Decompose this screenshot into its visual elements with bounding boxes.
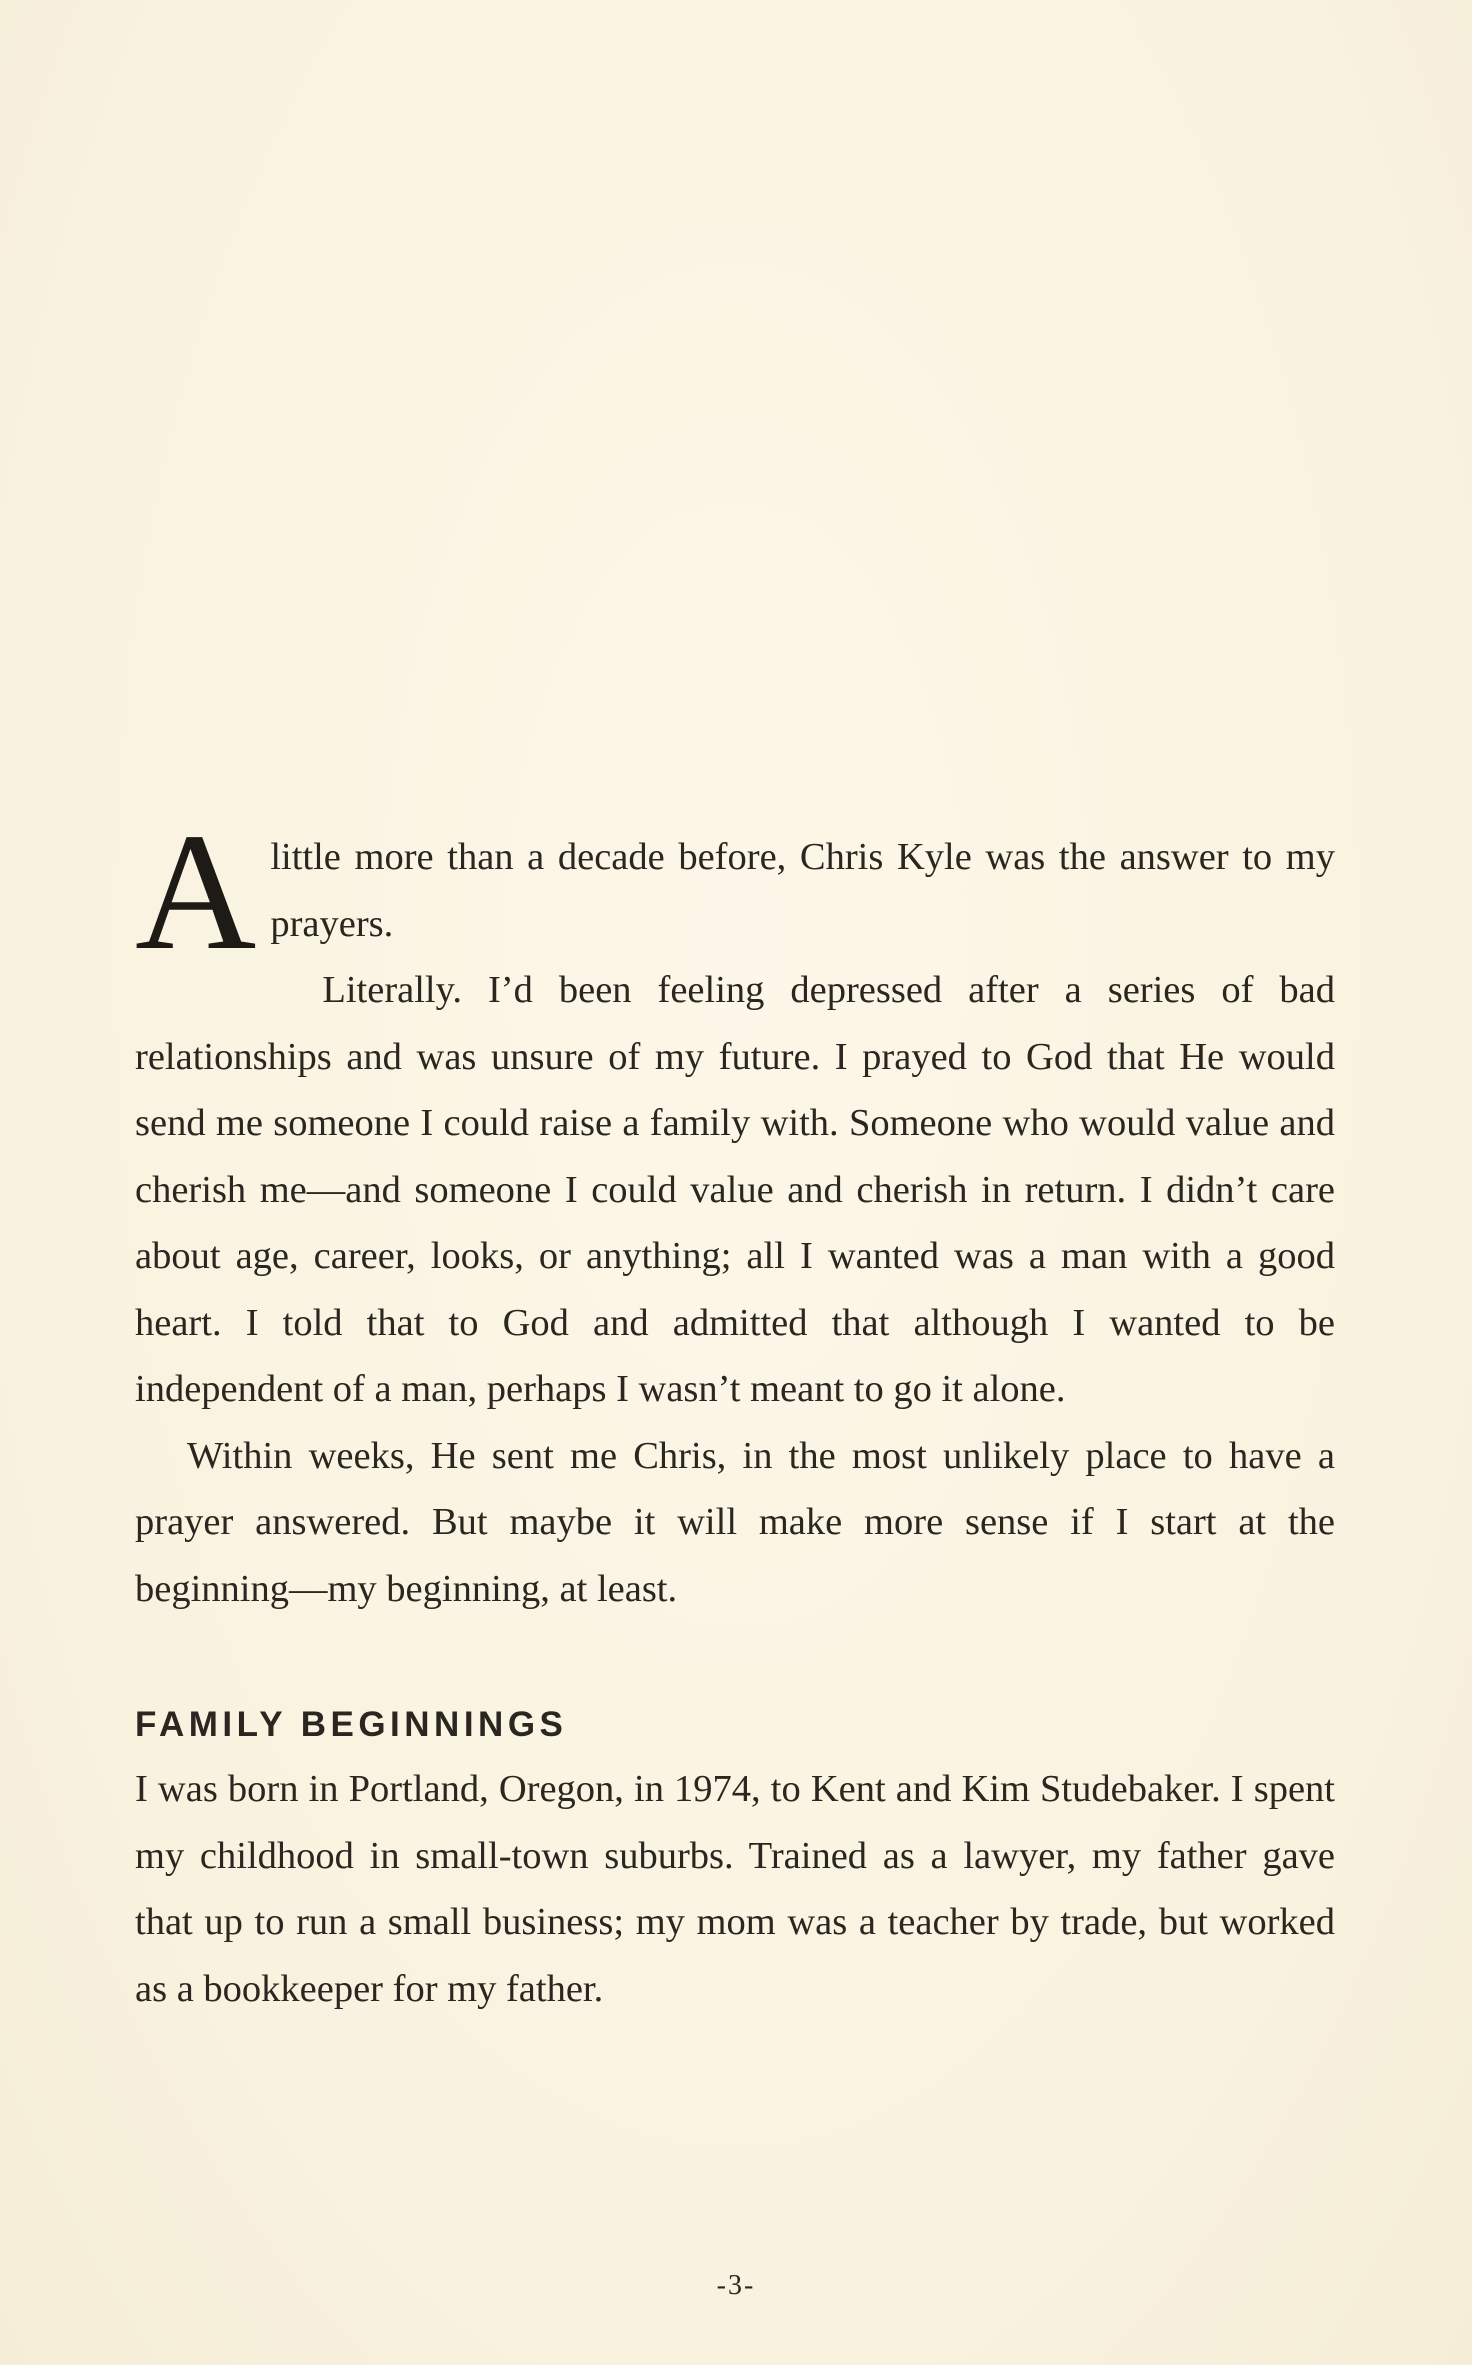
- opening-paragraph: [135, 799, 1335, 985]
- body-text: [135, 799, 1335, 2022]
- paragraph-within-weeks: Within weeks, He sent me Chris, in the most unlikely place to have a prayer answered. But maybe it will make more sense if I start at the beginning—my beginning, at least.: [135, 1434, 1335, 1610]
- opening-paragraph-text: little more than a decade before, Chris Kyle was the answer to my prayers.: [270, 836, 1335, 945]
- section-heading: FAMILY BEGINNINGS: [135, 1705, 568, 1744]
- drop-cap: A: [135, 799, 257, 985]
- paragraph-literally: Literally. I’d been feeling depressed after a series of bad relationships and was unsure of my future. I prayed to God that He would send me someone I could raise a family with. Someone who would value and cherish me—and someone I could value and cherish in return. I didn’t care about age, career, looks, or anything; all I wanted was a man with a good heart. I told that to God and admitted that although I wanted to be independent of a man, perhaps I wasn’t meant to go it alone.: [135, 969, 1335, 1410]
- paragraph-born-portland: I was born in Portland, Oregon, in 1974, to Kent and Kim Studebaker. I spent my childhood in small-town suburbs. Trained as a lawyer, my father gave that up to run a small business; my mom was a teacher by trade, but worked as a bookkeeper for my father.: [135, 1768, 1335, 2010]
- page-number: -3-: [716, 2270, 756, 2301]
